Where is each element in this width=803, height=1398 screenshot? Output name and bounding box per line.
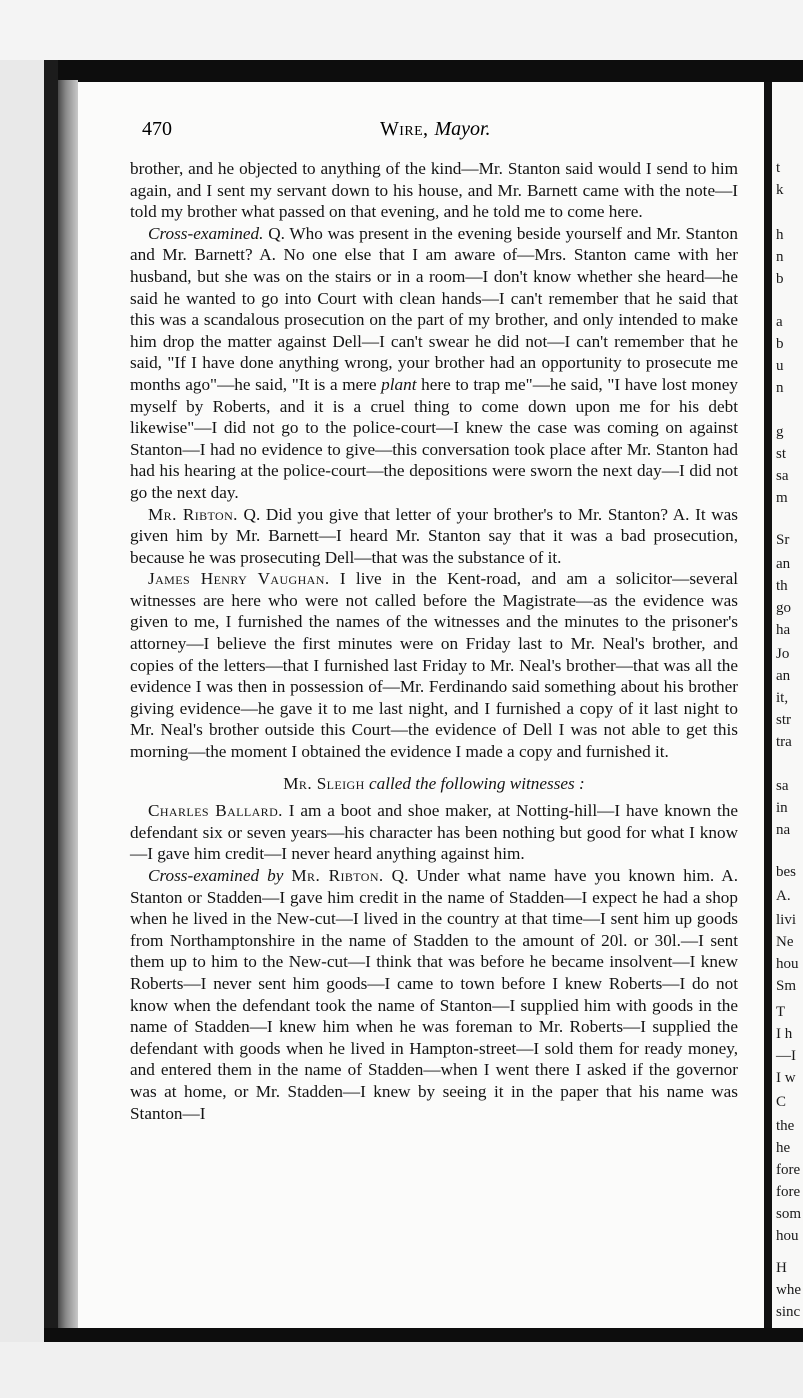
scan-top-border bbox=[44, 60, 803, 82]
facing-page-fragment: A. bbox=[776, 888, 791, 904]
facing-page-fragment: it, bbox=[776, 690, 789, 706]
facing-page-fragment: b bbox=[776, 336, 784, 352]
page-gutter bbox=[764, 82, 772, 1328]
facing-page-fragment: n bbox=[776, 380, 784, 396]
facing-page-fragment: n bbox=[776, 249, 784, 265]
facing-page-fragment: th bbox=[776, 578, 788, 594]
scan-bottom-border bbox=[44, 1328, 803, 1342]
testimony-text: Q. Under what name have you known him. A. Stanton or Stadden—I gave him credit in the name of Stadden—I expect he had a shop when he lived in the New-cut—I lived in the country at that time—I sent him up goods from Northamptonshire in the name of Stadden to the amount of 20l. or 30l.—I sent them up to him to the New-cut—I think that was before he became insolvent—I knew Roberts—I never sent him goods—I came to town before I knew Roberts—I do not know when the defendant took the name of Stanton—I supplied him with goods in the name of Stadden—I knew him when he was foreman to Mr. Roberts—I supplied the defendant with goods when he lived in Hampton-street—I sold them for ready money, and entered them in the name of Stadden—when I went there I asked if the governor was at home, or Mr. Stadden—I knew by seeing it in the paper that his name was Stanton—I bbox=[130, 866, 739, 1123]
testimony-text: I am a boot and shoe maker, at Notting-hill—I have known the defendant six or seven years—his character has been nothing but good for what I know—I gave him credit—I never heard anything against him. bbox=[130, 801, 738, 864]
italic-word: plant bbox=[381, 374, 417, 394]
facing-page-fragment: livi bbox=[776, 912, 797, 928]
heading-text: called the following witnesses : bbox=[368, 773, 585, 793]
facing-page-fragment: I w bbox=[776, 1070, 796, 1086]
cross-examined-label: Cross-examined. bbox=[148, 223, 264, 243]
facing-page-fragment: H bbox=[776, 1260, 787, 1276]
scan-left-border bbox=[44, 60, 58, 1348]
facing-page-fragment: hou bbox=[776, 956, 799, 972]
testimony-text: Q. Did you give that letter of your brother's to Mr. Stanton? A. It was given him by Mr. Barnett—I heard Mr. Stanton say that it was a bad prosecution, because he was prosecuting Dell—that was the substance of it. bbox=[130, 504, 738, 567]
facing-page-fragment: hou bbox=[776, 1228, 799, 1244]
running-head bbox=[380, 118, 491, 141]
running-head-title: Mayor. bbox=[434, 118, 491, 140]
testimony-text: I live in the Kent-road, and am a solicitor—several witnesses are here who were not called before the Magistrate—as the evidence was given to me, I furnished the names of the witnesses and the minutes to the prisoner's attorney—I believe the first minutes were on Friday last to Mr. Neal's brother, and copies of the letters—that I furnished last Friday to Mr. Neal's brother—that was all the evidence I was then in possession of—Mr. Ferdinando said something about his brother giving evidence—he gave it to me last night, and I furnished a copy of it last night to Mr. Neal's brother outside this Court—the evidence of Dell I was not able to get this morning—the moment I obtained the evidence I made a copy and furnished it. bbox=[130, 569, 739, 762]
facing-page-fragment: he bbox=[776, 1140, 791, 1156]
facing-page-fragment: tra bbox=[776, 734, 792, 750]
facing-page-fragment: T bbox=[776, 1004, 786, 1020]
facing-page-fragment: the bbox=[776, 1118, 795, 1134]
facing-page-fragment: k bbox=[776, 182, 784, 198]
facing-page-fragment: whe bbox=[776, 1282, 801, 1298]
facing-page-fragment: fore bbox=[776, 1162, 801, 1178]
paragraph: brother, and he objected to anything of the kind—Mr. Stanton said would I send to him again, and I sent my servant down to his house, and Mr. Barnett came with the note—I told my brother what passed on that evening, and he told me to come here. bbox=[130, 159, 738, 222]
cross-examined-label: Cross-examined by bbox=[148, 866, 284, 885]
paragraph bbox=[130, 568, 738, 762]
facing-page-fragment: Sm bbox=[776, 978, 797, 994]
paragraph bbox=[130, 865, 738, 1124]
facing-page-fragment: sa bbox=[776, 468, 789, 484]
facing-page-fragment: st bbox=[776, 446, 787, 462]
speaker-name: Mr. Ribton. bbox=[148, 504, 238, 524]
paragraph bbox=[130, 800, 738, 865]
facing-page-fragment: g bbox=[776, 424, 784, 440]
facing-page-fragment: bes bbox=[776, 864, 796, 880]
facing-page-fragment: in bbox=[776, 800, 788, 816]
facing-page-edge bbox=[772, 82, 803, 1328]
facing-page-fragment: sa bbox=[776, 778, 789, 794]
page-body bbox=[130, 158, 738, 1124]
scan-top-margin bbox=[0, 0, 803, 60]
section-heading bbox=[130, 773, 738, 795]
speaker-name: Mr. Ribton. bbox=[291, 866, 384, 885]
counsel-name: Mr. Sleigh bbox=[283, 773, 365, 793]
facing-page-fragment: C bbox=[776, 1094, 787, 1110]
facing-page-fragment: Sr bbox=[776, 532, 790, 548]
paragraph bbox=[130, 223, 738, 504]
facing-page-fragment: som bbox=[776, 1206, 802, 1222]
speaker-name: Charles Ballard. bbox=[148, 801, 283, 821]
facing-page-fragment: Jo bbox=[776, 646, 790, 662]
facing-page-fragment: t bbox=[776, 160, 781, 176]
scan-bottom-margin bbox=[0, 1342, 803, 1398]
facing-page-fragment: fore bbox=[776, 1184, 801, 1200]
speaker-name: James Henry Vaughan. bbox=[148, 569, 330, 589]
facing-page-fragment: a bbox=[776, 314, 783, 330]
facing-page-fragment: h bbox=[776, 227, 784, 243]
facing-page-fragment: sinc bbox=[776, 1304, 801, 1320]
facing-page-fragment: m bbox=[776, 490, 788, 506]
facing-page-fragment: Ne bbox=[776, 934, 794, 950]
facing-page-fragment: I h bbox=[776, 1026, 793, 1042]
facing-page-fragment: b bbox=[776, 271, 784, 287]
running-head-name: Wire, bbox=[380, 118, 429, 140]
facing-page-fragment: na bbox=[776, 822, 791, 838]
facing-page-fragment: u bbox=[776, 358, 784, 374]
facing-page-fragment: an bbox=[776, 668, 791, 684]
testimony-text: Q. Who was present in the evening beside yourself and Mr. Stanton and Mr. Barnett? A. No one else that I am aware of—Mrs. Stanton came with her husband, but she was on the stairs or in a room—I don't know whether she heard—he said he wanted to go into Court with clean hands—I can't remember that he said that this was a scandalous prosecution on the part of my brother, and only intended to make him drop the matter against Dell—I can't swear he did not—I can't remember that he said, "If I have done anything wrong, your brother had an opportunity to prosecute me months ago"—he said, "It is a mere bbox=[130, 223, 738, 394]
facing-page-fragment: go bbox=[776, 600, 791, 616]
facing-page-fragment: ha bbox=[776, 622, 791, 638]
page-number: 470 bbox=[142, 118, 172, 140]
facing-page-fragment: —I bbox=[776, 1048, 796, 1064]
paragraph bbox=[130, 504, 738, 569]
testimony-text: here to trap me"—he said, "I have lost money myself by Roberts, and it is a cruel thing to come down upon me for his debt likewise"—I did not go to the police-court—I knew the case was coming on against Stanton—I had no evidence to give—this conversation took place after Mr. Stanton had had his hearing at the police-court—the depositions were sworn the next day—I did not go the next day. bbox=[130, 374, 739, 502]
facing-page-fragment: an bbox=[776, 556, 791, 572]
book-spine-shadow bbox=[58, 80, 78, 1348]
facing-page-fragment: str bbox=[776, 712, 791, 728]
